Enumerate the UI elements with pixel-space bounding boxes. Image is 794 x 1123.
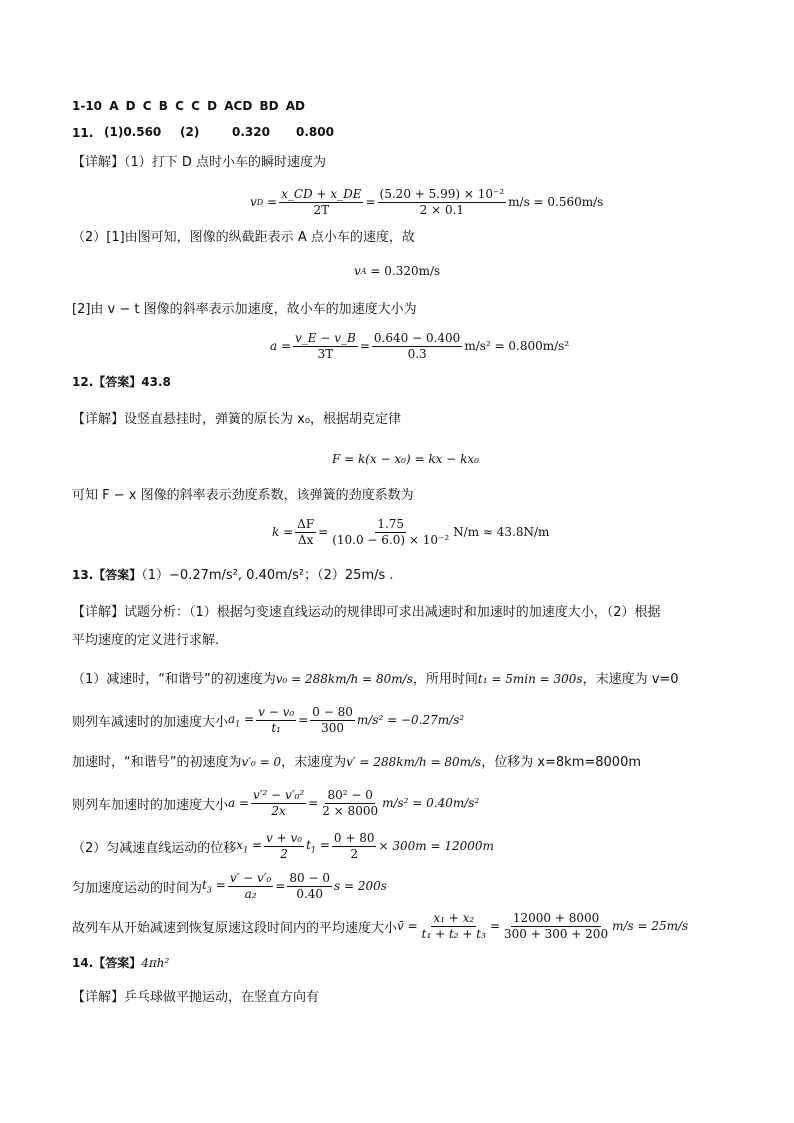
- q11-equation-a: a = $\frac{v\_E - v\_B}{3T}$ = $\frac{0.640 - 0.400}{0.3}$ m/s² = 0.800m/s²: [270, 330, 570, 361]
- q13-detail-line9: 故列车从开始减速到恢复原速这段时间内的平均速度大小 v̄ = $\frac{\text{x₁ + x₂}}{\text{t₁ + t₂ + t₃}}$ = $\frac{12000 + 8000}{300 + 300 + 200}$ m/s = 25m/s: [72, 910, 689, 941]
- q14-detail-line1: 【详解】乒乓球做平抛运动，在竖直方向有: [72, 990, 320, 1005]
- q11-answer-intercept: 0.320: [232, 125, 270, 139]
- q12-equation-k: k = $\frac{\Delta F}{\Delta x}$ = $\frac{1.75}{\text{(10.0 − 6.0) × 10⁻²}}$ N/m ≈ 43.8N/m: [272, 516, 550, 547]
- q11-number: 11.: [72, 126, 94, 140]
- q13-detail-line5: 加速时，“和谐号”的初速度为v′₀ = 0，末速度为v′ = 288km/h = 80m/s，位移为 x=8km=8000m: [72, 755, 642, 770]
- q13-answer: 13.【答案】（1）−0.27m/s², 0.40m/s²；（2）25m/s .: [72, 568, 394, 583]
- q11-equation-va: v A = 0.320m/s: [354, 264, 441, 278]
- q13-detail-line8: 匀加速度运动的时间为 $t_3$ = $\frac{\text{v′ − v′₀}}{\text{a₂}}$ = $\frac{80 - 0}{0.40}$ s = 200s: [72, 870, 387, 901]
- q12-answer: 12.【答案】43.8: [72, 375, 171, 389]
- q11-detail-line1: 【详解】（1）打下 D 点时小车的瞬时速度为: [72, 155, 327, 170]
- q11-answer-part2-label: (2): [180, 125, 200, 139]
- q11-answer-acceleration: 0.800: [296, 125, 334, 139]
- mc-answers-line: 1-10 A D C B C C D ACD BD AD: [72, 99, 305, 113]
- q13-detail-line2: 平均速度的定义进行求解.: [72, 633, 220, 648]
- q11-answer-part1: (1)0.560: [104, 125, 162, 139]
- q12-detail-line2: 可知 F − x 图像的斜率表示劲度系数，该弹簧的劲度系数为: [72, 488, 414, 503]
- q13-detail-line3: （1）减速时，“和谐号”的初速度为v₀ = 288km/h = 80m/s，所用时间t₁ = 5min = 300s，末速度为 v=0: [72, 672, 679, 687]
- q11-equation-vd: v D = $\frac{x\_CD + x\_DE}{2T}$ = $\frac{\text{(5.20 + 5.99) × 10⁻²}}{2 \times 0.1}$ m/s = 0.560m/s: [250, 186, 604, 217]
- q12-detail-line1: 【详解】设竖直悬挂时，弹簧的原长为 x₀，根据胡克定律: [72, 412, 402, 427]
- q12-equation-hooke: F = k(x − x₀) = kx − kx₀: [332, 452, 479, 466]
- q13-detail-line1: 【详解】试题分析：（1）根据匀变速直线运动的规律即可求出减速时和加速时的加速度大小，（2）根据: [72, 605, 661, 620]
- q11-detail-line3: [2]由 v − t 图像的斜率表示加速度，故小车的加速度大小为: [72, 302, 417, 317]
- q13-detail-line7: （2）匀减速直线运动的位移 $x_1$ = $\frac{\text{v + v₀}}{2}$ $t_1$ = $\frac{0 + 80}{2}$ × 300m = 12000m: [72, 830, 494, 861]
- q13-detail-line4: 则列车减速时的加速度大小 $a_1$ = $\frac{\text{v − v₀}}{\text{t₁}}$ = $\frac{0 - 80}{300}$ m/s² = −0.27m/s²: [72, 704, 465, 735]
- q11-detail-line2: （2）[1]由图可知，图像的纵截距表示 A 点小车的速度，故: [72, 230, 415, 245]
- q13-detail-line6: 则列车加速时的加速度大小 a = $\frac{\text{v′² − v′₀²}}{2x}$ = $\frac{\text{80² − 0}}{2 \times 8000}$ m/s² = 0.40m/s²: [72, 787, 480, 818]
- q14-answer: 14.【答案】4πh²: [72, 956, 170, 970]
